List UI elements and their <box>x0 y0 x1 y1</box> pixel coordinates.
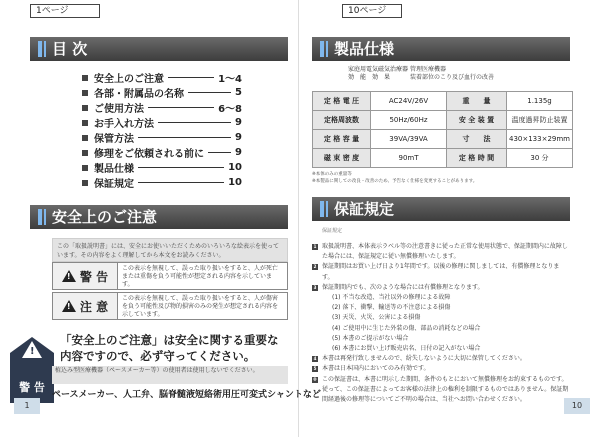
bullet-square-icon <box>82 75 88 81</box>
spec-header <box>312 37 570 61</box>
toc-leader-line <box>138 167 224 168</box>
toc-item-page: 9 <box>235 117 242 128</box>
toc-item-label: 修理をご依頼される前に <box>94 149 204 160</box>
warranty-item <box>312 364 570 374</box>
pacemaker-line: ペースメーカー、人工弁、脳脊髄液短絡術用圧可変式シャントなど <box>52 390 321 400</box>
spec-key: 定 格 電 圧 <box>313 92 371 111</box>
warranty-item <box>312 354 570 364</box>
toc-item-page: 9 <box>235 132 242 143</box>
spec-row <box>313 149 573 168</box>
caution-triangle-icon <box>62 300 76 312</box>
spec-key: 磁 束 密 度 <box>313 149 371 168</box>
spec-value: 温度過昇防止装置 <box>507 111 573 130</box>
warranty-item-text: (6) 本書にお買い上げ販売店名、日付の記入がない場合 <box>332 345 481 353</box>
bullet-square-icon <box>82 135 88 141</box>
important-line-1: 「安全上のご注意」は安全に関する重要な <box>60 333 279 347</box>
right-page <box>300 0 601 437</box>
spec-value: 430×133×29mm <box>507 130 573 149</box>
spec-row <box>313 92 573 111</box>
spec-value: 50Hz/60Hz <box>371 111 447 130</box>
warranty-title: 保証規定 <box>334 200 395 218</box>
warranty-item-text: (3) 天災、火災、公害による損傷 <box>332 314 421 322</box>
bullet-square-icon <box>82 180 88 186</box>
pacemaker-note: 植込み型医療機器（ペースメーカー等）の使用者は使用しないでください。 <box>52 366 288 384</box>
toc-item-page: 5 <box>235 87 242 98</box>
warning-row <box>52 262 288 290</box>
toc-list <box>82 70 242 190</box>
warranty-item-text: (2) 落下、衝撃、輸送等の不注意による損傷 <box>332 304 451 312</box>
category-values: 管理医療機器 装着部位のこり及び血行の改善 <box>410 66 495 81</box>
toc-item-page: 1～4 <box>218 74 242 85</box>
safety-intro-box <box>52 238 288 262</box>
spec-key: 重 量 <box>447 92 507 111</box>
page-tab-left: 1ページ <box>30 4 100 18</box>
toc-item <box>82 115 242 130</box>
warranty-item <box>312 293 570 303</box>
warranty-item-text: 本書は再発行致しませんので、紛失しないように大切に保管してください。 <box>322 355 526 363</box>
warranty-header <box>312 197 570 221</box>
toc-leader-line <box>168 77 214 78</box>
toc-item <box>82 100 242 115</box>
page-number-left: 1 <box>14 398 40 414</box>
warranty-item-text: 保証期間はお買い上げ日より1年間です。以後の修理に関しましては、有償修理となります。 <box>322 263 560 281</box>
warranty-item-text: (5) 本書のご提示がない場合 <box>332 334 409 342</box>
important-line-2: 内容ですので、必ず守ってください。 <box>60 349 256 363</box>
warranty-item-marker: ※ <box>313 376 317 382</box>
warning-label: 警 告 <box>79 269 109 284</box>
toc-item-label: 保証規定 <box>94 179 134 190</box>
caution-text: この表示を無視して、誤った取り扱いをすると、人が傷害を負う可能性及び物的損害のみの発生が想定される内容を示しています。 <box>122 295 279 318</box>
left-page: 1ページ 目 次 安全上のご注意 1～4 各部・附属品の名称 5 ご使用方法 6～8 お手入れ方法 9 保管方法 9 修理をご依頼される前に 9 製品仕様 10 保証規定 10 安全上のご注意 この「取扱説明書」には、安全にお使いいただくためのいろいろな絵表示を使っています。その内容をよく理解してから本文をお読みください。 ! 警 告 この表示を無視して、誤った取り扱いをすると、人が死亡または重傷を負う可能性が想定される内容を示しています。 ! 注 意 この表示を無視して、誤った取り扱いをすると、人が傷害を負う可能性及び物的損害のみの発生が想定される内容を示しています。 ! 警 告 「安全上のご注意」は安全に関する重要な 内容ですので、必ず守ってください。 植込み型医療機器（ペースメーカー等）の使用者は使用しないでください。 ペースメーカー、人工弁、脳脊髄液短絡術用圧可変式シャントなど 1 <box>0 0 300 437</box>
spec-key: 定格周波数 <box>313 111 371 130</box>
spec-key: 定 格 時 間 <box>447 149 507 168</box>
spec-row <box>313 130 573 149</box>
toc-title: 目 次 <box>52 40 88 58</box>
bullet-square-icon <box>82 105 88 111</box>
page-number-right: 10 <box>564 398 590 414</box>
warranty-item <box>312 303 570 313</box>
warranty-item-marker: 1 <box>313 244 317 249</box>
safety-header <box>30 205 288 229</box>
warranty-item-marker: 3 <box>313 284 317 290</box>
spec-key: 寸 法 <box>447 130 507 149</box>
warranty-item <box>312 283 570 293</box>
toc-item-page: 9 <box>235 147 242 158</box>
toc-item <box>82 160 242 175</box>
toc-item-label: お手入れ方法 <box>94 119 154 130</box>
bullet-square-icon <box>82 150 88 156</box>
warranty-item <box>312 262 570 282</box>
warranty-item-text: (1) 不当な改造、当社以外の修理による故障 <box>332 294 451 302</box>
warranty-item <box>312 324 570 334</box>
toc-leader-line <box>138 137 231 138</box>
warranty-item <box>312 344 570 354</box>
warning-text: この表示を無視して、誤った取り扱いをすると、人が死亡または重傷を負う可能性が想定される内容を示しています。 <box>122 265 278 288</box>
warranty-item <box>312 313 570 323</box>
toc-item <box>82 70 242 85</box>
spec-key: 安 全 装 置 <box>447 111 507 130</box>
bullet-square-icon <box>82 165 88 171</box>
toc-item-page: 10 <box>228 177 242 188</box>
toc-item-page: 10 <box>228 162 242 173</box>
toc-header <box>30 37 288 61</box>
safety-intro: この「取扱説明書」には、安全にお使いいただくためのいろいろな絵表示を使っています。その内容をよく理解してから本文をお読みください。 <box>57 243 280 259</box>
toc-item-label: ご使用方法 <box>94 104 144 115</box>
warning-badge-label: 警 告 <box>19 381 45 394</box>
spec-value: 90mT <box>371 149 447 168</box>
spec-title: 製品仕様 <box>334 40 395 58</box>
spec-notes: ※本体のみの重量等 ※本製品に関しての改良・改善のため、予告なく仕様を変更することがあります。 <box>312 172 478 184</box>
toc-leader-line <box>148 107 214 108</box>
toc-item-label: 製品仕様 <box>94 164 134 175</box>
warranty-item-marker: 5 <box>313 366 317 372</box>
warranty-item <box>312 334 570 344</box>
toc-item <box>82 145 242 160</box>
toc-leader-line <box>188 92 231 93</box>
toc-item-label: 各部・附属品の名称 <box>94 89 184 100</box>
warranty-list <box>312 242 570 405</box>
safety-title: 安全上のご注意 <box>52 208 158 226</box>
warning-badge-icon <box>10 337 54 403</box>
warranty-item-text: (4) ご使用中に生じた外装の傷、部品の消耗などの場合 <box>332 324 481 332</box>
category-labels: 家庭用電気磁気治療器 効 能 効 果 <box>348 66 409 81</box>
warranty-item-text: この保証書は、本書に明示した期間、条件のもとにおいて無償修理をお約束するものです。従って、この保証書によってお客様の法律上の権利を制限するものではありません。保証期間経過後の修理等についてご不明の場合は、当社へお問い合わせください。 <box>322 375 569 404</box>
toc-leader-line <box>158 122 231 123</box>
toc-leader-line <box>208 152 231 153</box>
spec-value: 30 分 <box>507 149 573 168</box>
spec-row <box>313 111 573 130</box>
warranty-item-text: 取扱説明書、本体表示ラベル等の注意書きに従った正常な使用状態で、保証期間内に故障した場合には、保証規定に従い無償修理いたします。 <box>322 243 568 261</box>
page-tab-right: 10ページ <box>342 4 402 18</box>
toc-item <box>82 85 242 100</box>
warranty-item <box>312 375 570 406</box>
toc-leader-line <box>138 182 224 183</box>
warranty-item-text: 保証期間内でも、次のような場合には有償修理となります。 <box>322 283 484 291</box>
toc-item-page: 6～8 <box>218 104 242 115</box>
caution-row <box>52 292 288 320</box>
toc-item-label: 保管方法 <box>94 134 134 145</box>
caution-label: 注 意 <box>79 299 109 314</box>
spec-value: 1.135g <box>507 92 573 111</box>
bullet-square-icon <box>82 120 88 126</box>
spec-value: AC24V/26V <box>371 92 447 111</box>
spec-value: 39VA/39VA <box>371 130 447 149</box>
toc-item <box>82 175 242 190</box>
spec-key: 定 格 容 量 <box>313 130 371 149</box>
warranty-item <box>312 242 570 262</box>
warning-triangle-icon <box>62 270 76 282</box>
warranty-item-text: 本書は日本国内においてのみ有効です。 <box>322 365 430 373</box>
warranty-subtitle: 保証規定 <box>322 228 343 234</box>
bullet-square-icon <box>82 90 88 96</box>
toc-item-label: 安全上のご注意 <box>94 74 164 85</box>
toc-item <box>82 130 242 145</box>
warranty-item-marker: 2 <box>313 264 317 270</box>
spec-table <box>312 91 573 168</box>
warranty-item-marker: 4 <box>313 356 317 362</box>
